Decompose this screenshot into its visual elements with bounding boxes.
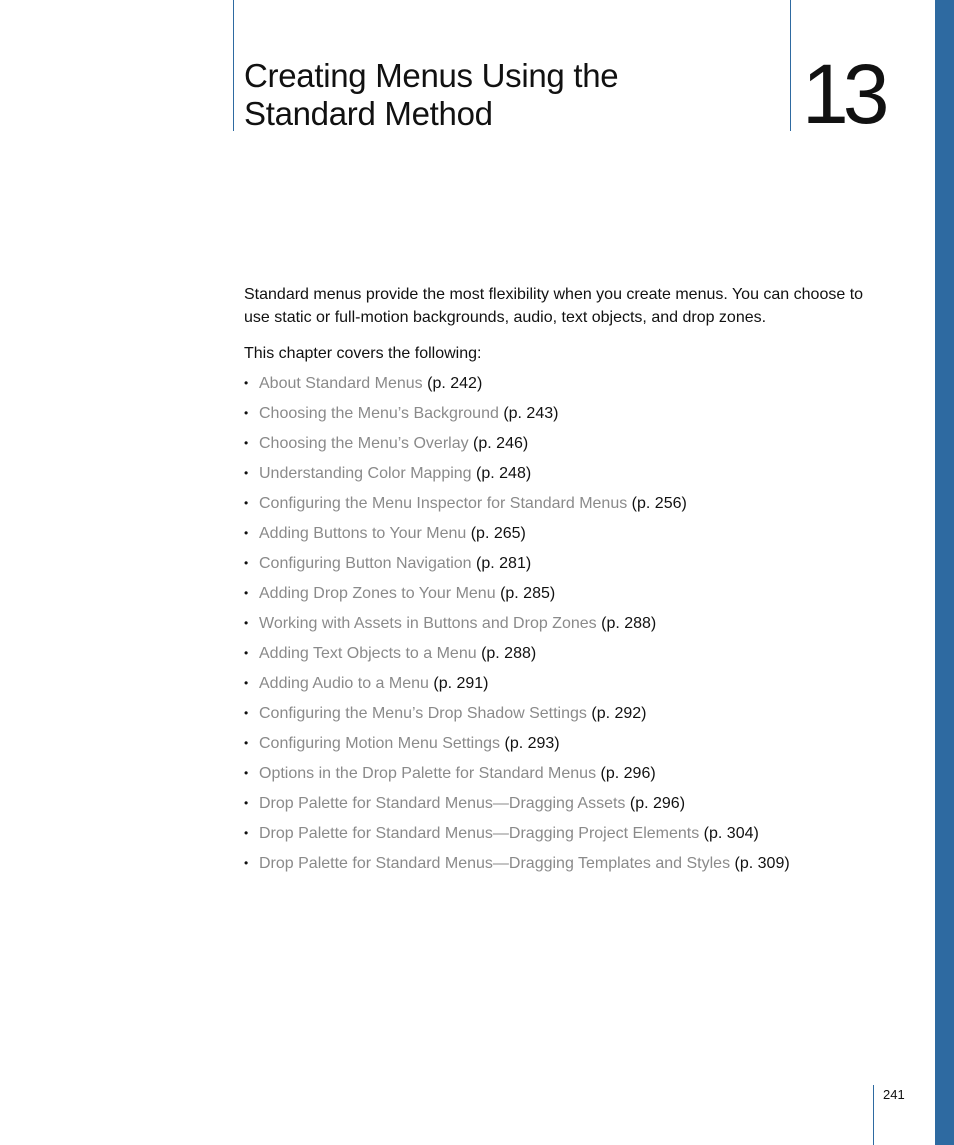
toc-link[interactable]: Drop Palette for Standard Menus—Dragging Project Elements — [259, 825, 700, 842]
page-number-rule — [873, 1085, 874, 1145]
toc-link[interactable]: Adding Drop Zones to Your Menu — [259, 585, 496, 602]
toc-item — [244, 522, 790, 552]
toc-item — [244, 462, 790, 492]
bullet-icon: • — [244, 736, 249, 750]
toc-page-ref: (p. 288) — [481, 645, 537, 662]
bullet-icon: • — [244, 586, 249, 600]
bullet-icon: • — [244, 436, 249, 450]
toc-page-ref: (p. 291) — [433, 675, 489, 692]
bullet-icon: • — [244, 826, 249, 840]
chapter-title-line1: Creating Menus Using the — [244, 57, 619, 94]
toc-link[interactable]: Choosing the Menu’s Background — [259, 405, 499, 422]
toc-link[interactable]: Configuring the Menu’s Drop Shadow Settings — [259, 705, 587, 722]
bullet-icon: • — [244, 466, 249, 480]
bullet-icon: • — [244, 406, 249, 420]
chapter-number: 13 — [802, 47, 884, 141]
toc-page-ref: (p. 304) — [703, 825, 759, 842]
toc-link[interactable]: Options in the Drop Palette for Standard Menus — [259, 765, 597, 782]
bullet-icon: • — [244, 706, 249, 720]
toc-page-ref: (p. 265) — [470, 525, 526, 542]
bullet-icon: • — [244, 526, 249, 540]
toc-page-ref: (p. 246) — [473, 435, 529, 452]
bullet-icon: • — [244, 616, 249, 630]
bullet-icon: • — [244, 766, 249, 780]
toc-page-ref: (p. 248) — [476, 465, 532, 482]
toc-item — [244, 612, 790, 642]
chapter-toc — [244, 372, 790, 882]
toc-item — [244, 432, 790, 462]
toc-item — [244, 732, 790, 762]
toc-item — [244, 492, 790, 522]
toc-page-ref: (p. 293) — [504, 735, 560, 752]
chapter-title-line2: Standard Method — [244, 95, 493, 132]
bullet-icon: • — [244, 796, 249, 810]
bullet-icon: • — [244, 556, 249, 570]
toc-item — [244, 702, 790, 732]
toc-page-ref: (p. 243) — [503, 405, 559, 422]
covers-label: This chapter covers the following: — [244, 345, 482, 362]
toc-item — [244, 372, 790, 402]
bullet-icon: • — [244, 376, 249, 390]
toc-item — [244, 762, 790, 792]
toc-page-ref: (p. 281) — [476, 555, 532, 572]
toc-link[interactable]: Drop Palette for Standard Menus—Dragging Assets — [259, 795, 626, 812]
title-rule-right — [790, 0, 791, 131]
toc-link[interactable]: Understanding Color Mapping — [259, 465, 472, 482]
toc-link[interactable]: Drop Palette for Standard Menus—Dragging Templates and Styles — [259, 855, 731, 872]
toc-link[interactable]: About Standard Menus — [259, 375, 423, 392]
toc-page-ref: (p. 296) — [629, 795, 686, 812]
toc-page-ref: (p. 242) — [427, 375, 483, 392]
toc-item — [244, 672, 790, 702]
toc-link[interactable]: Adding Buttons to Your Menu — [259, 525, 467, 542]
toc-link[interactable]: Choosing the Menu’s Overlay — [259, 435, 469, 452]
toc-item — [244, 822, 790, 852]
bullet-icon: • — [244, 676, 249, 690]
toc-link[interactable]: Configuring Button Navigation — [259, 555, 472, 572]
toc-page-ref: (p. 296) — [600, 765, 656, 782]
chapter-title — [244, 57, 784, 133]
bullet-icon: • — [244, 496, 249, 510]
toc-item — [244, 552, 790, 582]
intro-paragraph: Standard menus provide the most flexibility when you create menus. You can choose to use static or full-motion backgrounds, audio, text objects, and drop zones. — [244, 286, 864, 326]
toc-link[interactable]: Adding Text Objects to a Menu — [259, 645, 477, 662]
toc-page-ref: (p. 256) — [631, 495, 687, 512]
toc-item — [244, 642, 790, 672]
toc-page-ref: (p. 309) — [734, 855, 790, 872]
chapter-side-bar — [935, 0, 954, 1145]
toc-link[interactable]: Working with Assets in Buttons and Drop Zones — [259, 615, 597, 632]
title-rule-left — [233, 0, 234, 131]
bullet-icon: • — [244, 646, 249, 660]
toc-page-ref: (p. 288) — [601, 615, 657, 632]
toc-page-ref: (p. 285) — [500, 585, 556, 602]
toc-item — [244, 852, 790, 882]
toc-item — [244, 402, 790, 432]
page-number: 241 — [883, 1087, 905, 1102]
toc-page-ref: (p. 292) — [591, 705, 647, 722]
toc-item — [244, 582, 790, 612]
toc-link[interactable]: Adding Audio to a Menu — [259, 675, 429, 692]
bullet-icon: • — [244, 856, 249, 870]
toc-item — [244, 792, 790, 822]
toc-link[interactable]: Configuring Motion Menu Settings — [259, 735, 501, 752]
toc-link[interactable]: Configuring the Menu Inspector for Standard Menus — [259, 495, 628, 512]
